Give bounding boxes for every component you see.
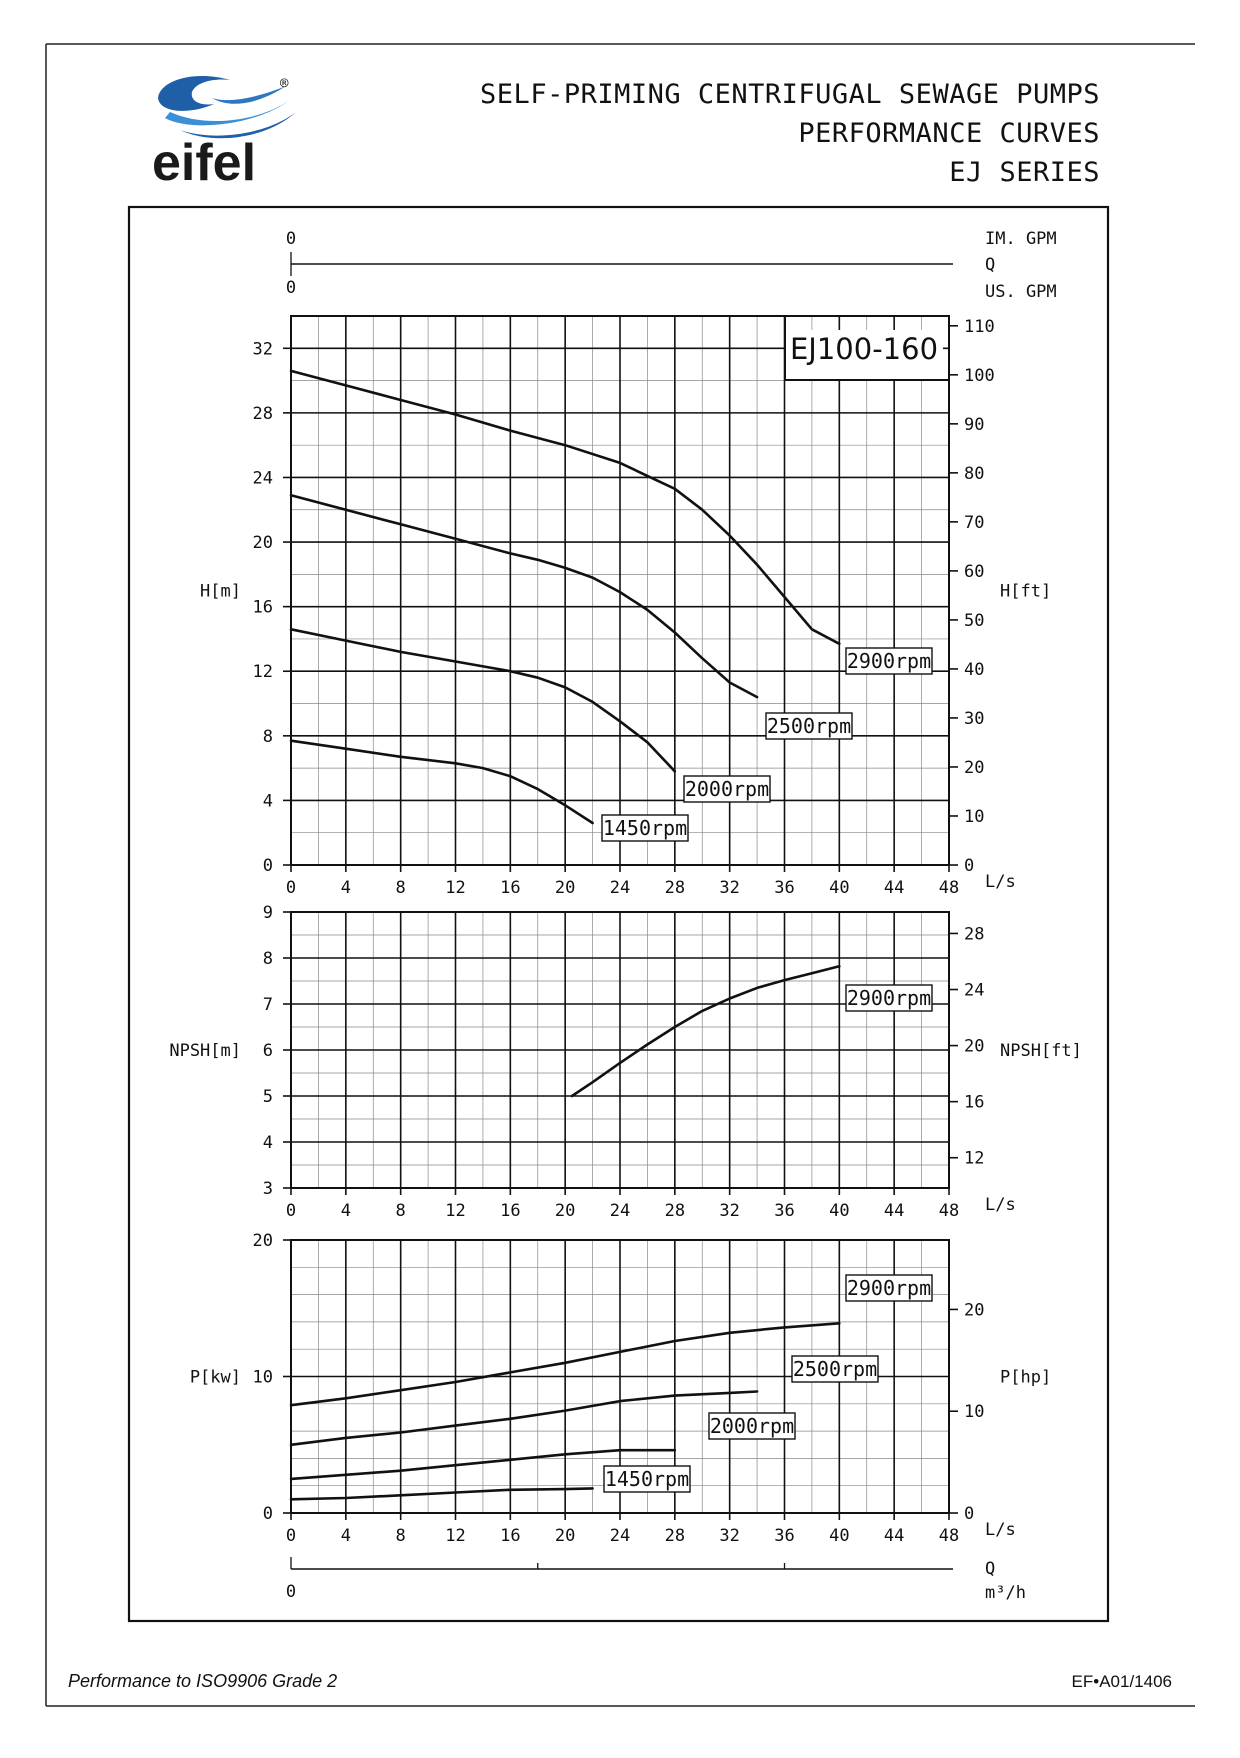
model-title: EJ100-160 [789,332,939,366]
rpm-label-2900rpm: 2900rpm [846,986,932,1010]
npsh-chart [169,903,1082,1221]
y-right-tick-label: 90 [964,414,985,435]
x-tick-label: 28 [664,1526,686,1546]
y-tick-label: 12 [252,662,273,683]
x-tick-label: 0 [285,1201,297,1221]
rpm-label-2500rpm: 2500rpm [766,714,852,738]
registered-mark: ® [280,76,289,92]
y-right-tick-label: 80 [964,463,985,484]
y-tick-label: 4 [262,791,273,812]
y-right-axis-label: P[hp] [1000,1367,1052,1388]
y-tick-label: 6 [262,1041,273,1061]
x-tick-label: 12 [445,1201,466,1221]
x-tick-label: 20 [554,1201,576,1221]
brand-wordmark: eifel [152,134,257,192]
rpm-label-1450rpm: 1450rpm [602,816,688,840]
x-axis-unit: L/s [985,1195,1016,1215]
y-right-tick-label: 20 [964,1036,985,1057]
curve-2900rpm [572,966,839,1096]
x-tick-label: 36 [774,1526,795,1546]
y-tick-label: 8 [262,726,273,747]
y-tick-label: 5 [262,1087,273,1107]
y-right-tick-label: 20 [964,757,985,778]
x-tick-label: 32 [719,878,740,898]
x-tick-label: 48 [938,878,960,898]
y-tick-label: 16 [252,597,273,618]
rpm-label-2900rpm: 2900rpm [846,649,932,673]
y-tick-label: 4 [262,1133,273,1153]
x-tick-label: 16 [500,1526,521,1546]
y-right-tick-label: 10 [964,1402,985,1423]
x-tick-label: 20 [554,1526,576,1546]
x-tick-label: 8 [395,1526,406,1546]
y-right-tick-label: 60 [964,561,985,582]
x-tick-label: 24 [609,1526,631,1546]
y-right-tick-label: 10 [964,806,985,827]
x-tick-label: 16 [500,1201,521,1221]
x-tick-label: 28 [664,878,686,898]
title-line-1: SELF-PRIMING CENTRIFUGAL SEWAGE PUMPS [480,79,1100,110]
y-tick-label: 0 [262,1504,273,1524]
x-tick-label: 0 [285,878,297,898]
brand-logo [152,76,296,192]
y-tick-label: 3 [262,1179,273,1199]
x-tick-label: 16 [500,878,521,898]
y-right-axis-label: H[ft] [1000,581,1052,602]
im-gpm-unit: IM. GPM [985,229,1057,249]
y-tick-label: 7 [262,995,273,1015]
title-line-2: PERFORMANCE CURVES [798,118,1100,149]
y-tick-label: 10 [252,1367,273,1388]
swoosh-icon [158,76,296,138]
rpm-label-2000rpm: 2000rpm [684,777,770,801]
y-right-tick-label: 12 [964,1148,985,1169]
y-tick-label: 0 [262,856,273,876]
curve-1450rpm [291,1488,593,1499]
x-tick-label: 4 [340,878,351,898]
x-tick-label: 36 [774,1201,795,1221]
x-axis-unit: L/s [985,1520,1016,1540]
power-chart [190,1231,1240,1603]
y-right-tick-label: 40 [964,659,985,680]
x-tick-label: 40 [829,1526,850,1546]
y-right-tick-label: 24 [964,980,985,1001]
x-tick-label: 8 [395,1201,406,1221]
y-right-tick-label: 50 [964,610,985,631]
x-tick-label: 24 [609,878,631,898]
x-tick-label: 44 [883,878,905,898]
y-right-tick-label: 16 [964,1092,985,1113]
y-axis-label: P[kw] [189,1367,241,1388]
y-tick-label: 32 [252,339,273,360]
y-right-tick-label: 110 [964,316,995,337]
m3h-tick-label: 0 [285,1582,297,1602]
y-right-tick-label: 0 [964,1504,975,1524]
footer-code: EF•A01/1406 [1071,1672,1172,1691]
x-tick-label: 4 [340,1526,351,1546]
x-tick-label: 28 [664,1201,686,1221]
x-tick-label: 40 [829,878,850,898]
rpm-label-2000rpm: 2000rpm [709,1414,795,1438]
x-tick-label: 36 [774,878,795,898]
y-tick-label: 20 [252,533,273,554]
x-tick-label: 40 [829,1201,850,1221]
rpm-label-2500rpm: 2500rpm [792,1357,878,1381]
y-right-tick-label: 20 [964,1300,985,1321]
x-axis-unit: L/s [985,872,1016,892]
y-tick-label: 8 [262,949,273,969]
rpm-label-1450rpm: 1450rpm [604,1467,690,1491]
rpm-label-2900rpm: 2900rpm [846,1276,932,1300]
x-tick-label: 44 [883,1526,905,1546]
curve-2500rpm [291,1392,757,1445]
chart-frame [129,207,1108,1621]
y-tick-label: 24 [252,468,273,489]
y-right-tick-label: 30 [964,708,985,729]
title-line-3: EJ SERIES [949,157,1100,188]
x-tick-label: 24 [609,1201,631,1221]
x-tick-label: 32 [719,1201,740,1221]
x-tick-label: 48 [938,1526,960,1546]
us-gpm-unit: US. GPM [985,282,1057,302]
y-tick-label: 20 [252,1231,273,1251]
x-tick-label: 32 [719,1526,740,1546]
x-tick-label: 12 [445,1526,466,1546]
x-tick-label: 0 [285,1526,297,1546]
y-right-tick-label: 100 [964,365,995,386]
head-chart [200,229,1240,898]
y-right-tick-label: 70 [964,512,985,533]
us-gpm-tick-label: 0 [285,278,297,298]
footer-note: Performance to ISO9906 Grade 2 [68,1671,338,1691]
x-tick-label: 8 [395,878,406,898]
x-tick-label: 20 [554,878,576,898]
x-tick-label: 4 [340,1201,351,1221]
curve-2500rpm [291,495,757,697]
curve-1450rpm [291,741,593,823]
im-gpm-tick-label: 0 [285,229,297,249]
y-axis-label: NPSH[m] [169,1041,241,1061]
x-tick-label: 12 [445,878,466,898]
y-tick-label: 28 [252,403,273,424]
y-right-axis-label: NPSH[ft] [1000,1041,1082,1061]
q-axis-name: Q [985,255,996,275]
bottom-q-axis-name: Q [985,1559,996,1579]
y-right-tick-label: 28 [964,924,985,945]
y-axis-label: H[m] [200,581,241,602]
x-tick-label: 48 [938,1201,960,1221]
x-tick-label: 44 [883,1201,905,1221]
y-right-tick-label: 0 [964,856,975,876]
m3h-unit: m³/h [985,1583,1026,1603]
y-tick-label: 9 [262,903,273,923]
